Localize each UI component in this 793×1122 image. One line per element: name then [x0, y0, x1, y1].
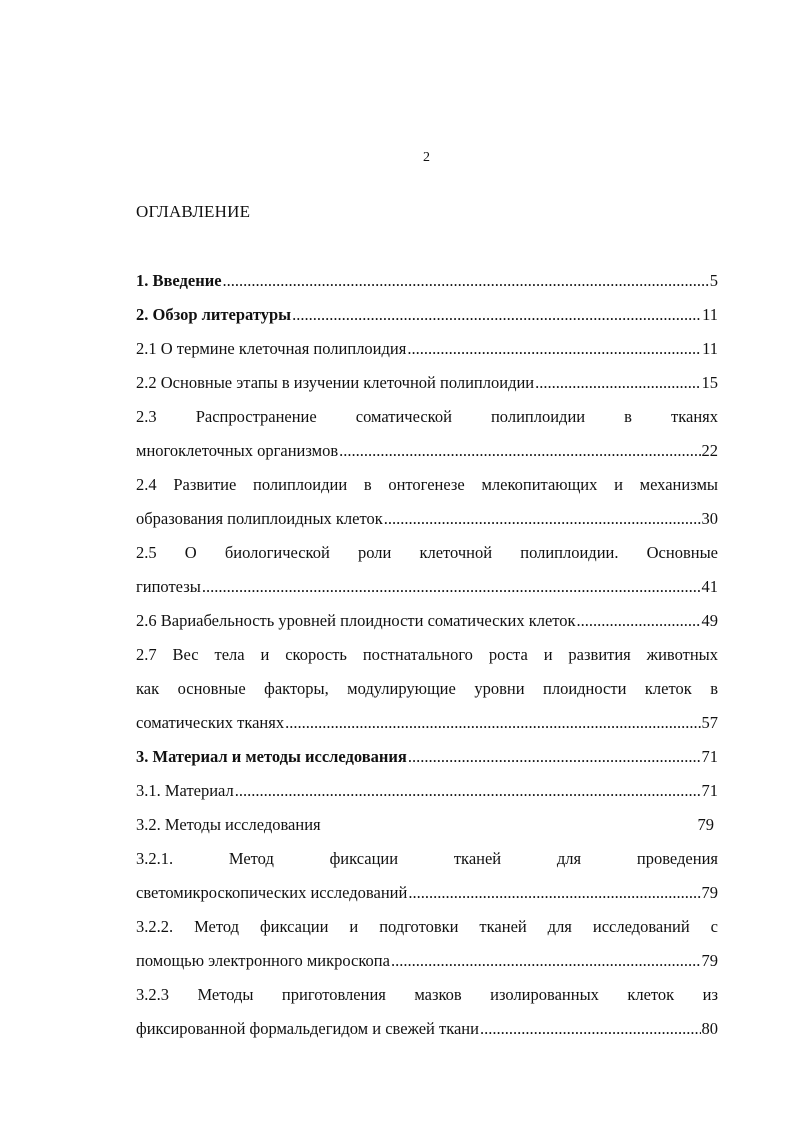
toc-page-number: 30: [701, 509, 718, 528]
toc-page-number: 57: [701, 713, 718, 732]
toc-page-number: 22: [701, 441, 718, 460]
toc-entry-2-4: 2.4 Развитие полиплоидии в онтогенезе млекопитающих и механизмы: [136, 475, 718, 494]
toc-entry-2-6: 2.6 Вариабельность уровней плоидности соматических клеток ..... 49: [136, 608, 718, 642]
toc-entry-2-2: 2.2 Основные этапы в изучении клеточной полиплоидии ..... 15: [136, 370, 718, 404]
toc-entry-3-2-3-continued: фиксированной формальдегидом и свежей ткани ..... 80: [136, 1016, 718, 1050]
toc-page-number: 49: [701, 611, 718, 630]
toc-entry-2-4-continued: образования полиплоидных клеток ..... 30: [136, 506, 718, 540]
toc-page-number: 41: [701, 577, 718, 596]
toc-entry-3-2-1-continued: светомикроскопических исследований ..... 79: [136, 880, 718, 914]
toc-entry-2-5: 2.5 О биологической роли клеточной полиплоидии. Основные: [136, 543, 718, 562]
toc-heading: ОГЛАВЛЕНИЕ: [136, 202, 251, 221]
toc-page-number: 79: [701, 883, 718, 902]
toc-page-number: 71: [701, 781, 718, 800]
toc-page-number: 80: [701, 1019, 718, 1038]
toc-entry-3-1: 3.1. Материал ..... 71: [136, 778, 718, 812]
table-of-contents: [136, 268, 718, 1050]
page-number: 2: [423, 150, 430, 165]
toc-entry-3-2-2: 3.2.2. Метод фиксации и подготовки тканей для исследований с: [136, 917, 718, 936]
toc-page-number: 11: [702, 339, 718, 358]
toc-entry-2-3: 2.3 Распространение соматической полиплоидии в тканях: [136, 407, 718, 426]
toc-page-number: 5: [709, 271, 718, 290]
toc-entry-3-materials-methods: 3. Материал и методы исследования ..... 71: [136, 744, 718, 778]
toc-page-number: 79: [701, 951, 718, 970]
toc-entry-2-3-continued: многоклеточных организмов ..... 22: [136, 438, 718, 472]
toc-page-number: 11: [702, 305, 718, 324]
toc-entry-1-introduction: 1. Введение ..... 5: [136, 268, 718, 302]
toc-entry-2-7-end: соматических тканях ..... 57: [136, 710, 718, 744]
toc-entry-2-literature-review: 2. Обзор литературы ..... 11: [136, 302, 718, 336]
toc-entry-3-2-3: 3.2.3 Методы приготовления мазков изолированных клеток из: [136, 985, 718, 1004]
toc-entry-2-5-continued: гипотезы ..... 41: [136, 574, 718, 608]
toc-page-number: 71: [701, 747, 718, 766]
toc-entry-3-2-2-continued: помощью электронного микроскопа ..... 79: [136, 948, 718, 982]
toc-entry-3-2: 3.2. Методы исследования 79: [136, 812, 718, 846]
toc-page-number: 15: [701, 373, 718, 392]
toc-entry-2-1: 2.1 О термине клеточная полиплоидия ..... 11: [136, 336, 718, 370]
toc-entry-3-2-1: 3.2.1. Метод фиксации тканей для проведения: [136, 849, 718, 868]
toc-page-number: 79: [697, 815, 714, 834]
toc-entry-2-7-continued: как основные факторы, модулирующие уровни плоидности клеток в: [136, 679, 718, 698]
toc-entry-2-7: 2.7 Вес тела и скорость постнатального роста и развития животных: [136, 645, 718, 664]
